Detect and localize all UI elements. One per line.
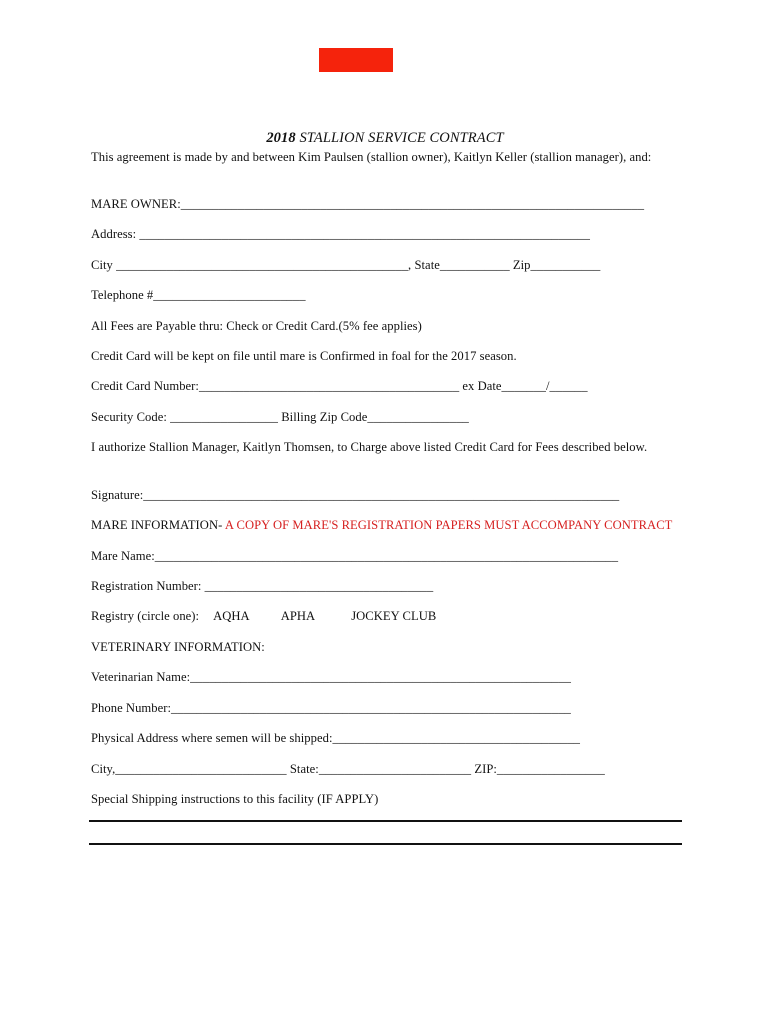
registry-choice bbox=[91, 607, 436, 625]
title-year: 2018 bbox=[266, 130, 296, 146]
special-shipping-line-1[interactable] bbox=[89, 820, 682, 822]
registration-number-field[interactable]: Registration Number: ____________________________________ bbox=[91, 579, 434, 593]
mare-owner-field[interactable]: MARE OWNER:_________________________________________________________________________ bbox=[91, 197, 645, 211]
logo-block bbox=[319, 48, 393, 72]
registry-label: Registry (circle one): bbox=[91, 609, 200, 623]
registration-papers-warning: A COPY OF MARE'S REGISTRATION PAPERS MUST ACCOMPANY CONTRACT bbox=[224, 518, 673, 532]
fees-text: All Fees are Payable thru: Check or Credit Card.(5% fee applies) bbox=[91, 319, 422, 333]
registry-option-apha[interactable]: APHA bbox=[280, 609, 316, 623]
registry-option-jockey-club[interactable]: JOCKEY CLUB bbox=[351, 609, 437, 623]
authorization-text: I authorize Stallion Manager, Kaitlyn Thomsen, to Charge above listed Credit Card for Fees described below. bbox=[91, 440, 648, 454]
title-text: STALLION SERVICE CONTRACT bbox=[295, 130, 504, 146]
telephone-field[interactable]: Telephone #________________________ bbox=[91, 288, 306, 302]
mare-info-label: MARE INFORMATION- bbox=[91, 518, 225, 532]
intro-text: This agreement is made by and between Kim Paulsen (stallion owner), Kaitlyn Keller (stallion manager), and: bbox=[91, 150, 652, 164]
city-state-zip-field[interactable]: City ______________________________________________, State___________ Zip___________ bbox=[91, 258, 601, 272]
phone-number-field[interactable]: Phone Number:_______________________________________________________________ bbox=[91, 701, 571, 715]
veterinarian-name-field[interactable]: Veterinarian Name:____________________________________________________________ bbox=[91, 670, 571, 684]
mare-name-field[interactable]: Mare Name:_________________________________________________________________________ bbox=[91, 549, 619, 563]
physical-address-field[interactable]: Physical Address where semen will be shipped:_______________________________________ bbox=[91, 731, 581, 745]
signature-field[interactable]: Signature:___________________________________________________________________________ bbox=[91, 488, 620, 502]
credit-card-number-field[interactable]: Credit Card Number:_________________________________________ ex Date_______/______ bbox=[91, 379, 588, 393]
address-field[interactable]: Address: _______________________________________________________________________ bbox=[91, 227, 590, 241]
registry-option-aqha[interactable]: AQHA bbox=[213, 609, 250, 623]
veterinary-information-heading: VETERINARY INFORMATION: bbox=[91, 640, 265, 654]
mare-information-heading bbox=[91, 516, 672, 534]
card-on-file-text: Credit Card will be kept on file until mare is Confirmed in foal for the 2017 season. bbox=[91, 349, 517, 363]
page-title bbox=[0, 130, 770, 147]
city-state-zip-shipping-field[interactable]: City,___________________________ State:________________________ ZIP:_________________ bbox=[91, 762, 605, 776]
special-shipping-label: Special Shipping instructions to this facility (IF APPLY) bbox=[91, 792, 379, 806]
security-code-field[interactable]: Security Code: _________________ Billing Zip Code________________ bbox=[91, 410, 469, 424]
special-shipping-line-2[interactable] bbox=[89, 843, 682, 845]
